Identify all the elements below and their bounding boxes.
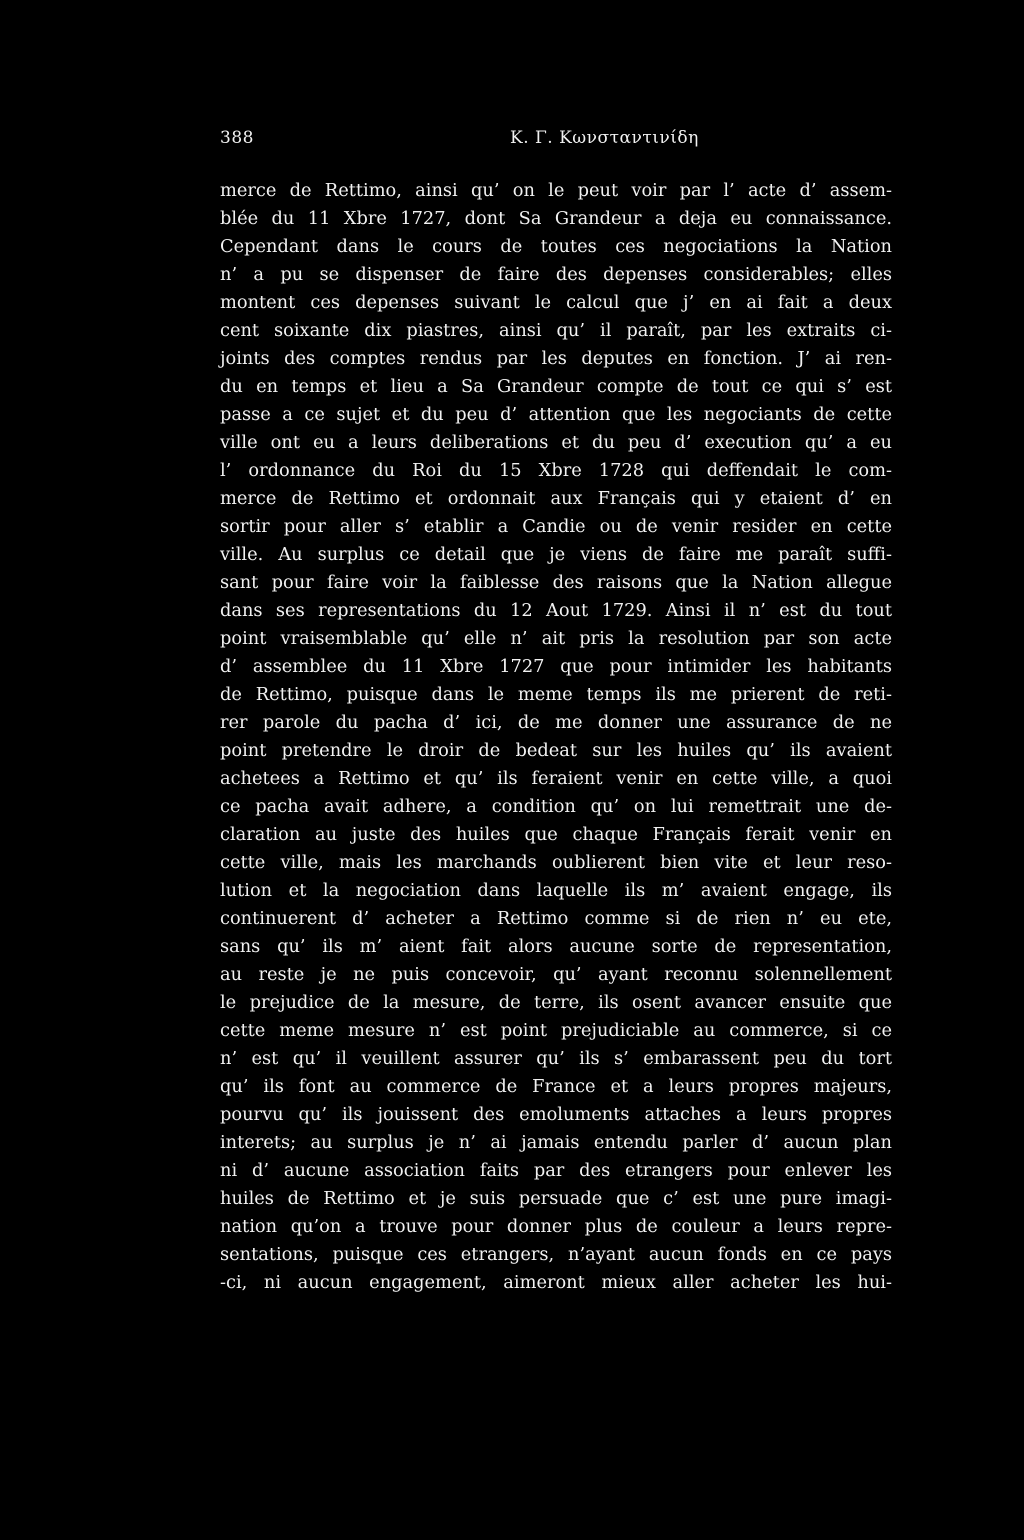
text-line: dans ses representations du 12 Aout 1729. Ainsi il n’ est du tout (220, 600, 892, 621)
text-line: cette ville, mais les marchands oublierent bien vite et leur reso- (220, 852, 892, 873)
text-line: sortir pour aller s’ etablir a Candie ou de venir resider en cette (220, 516, 892, 537)
text-line: le prejudice de la mesure, de terre, ils osent avancer ensuite que (220, 992, 892, 1013)
text-line: continuerent d’ acheter a Rettimo comme si de rien n’ eu ete, (220, 908, 892, 929)
text-line: pourvu qu’ ils jouissent des emoluments attaches a leurs propres (220, 1104, 892, 1125)
text-line: de Rettimo, puisque dans le meme temps ils me prierent de reti- (220, 684, 892, 705)
text-line: point vraisemblable qu’ elle n’ ait pris la resolution par son acte (220, 628, 892, 649)
text-line: au reste je ne puis concevoir, qu’ ayant reconnu solennellement (220, 964, 892, 985)
text-line: n’ a pu se dispenser de faire des depenses considerables; elles (220, 264, 892, 285)
text-line: point pretendre le droir de bedeat sur les huiles qu’ ils avaient (220, 740, 892, 761)
text-line: ville ont eu a leurs deliberations et du peu d’ execution qu’ a eu (220, 432, 892, 453)
text-line: joints des comptes rendus par les deputes en fonction. J’ ai ren- (220, 348, 892, 369)
text-line: du en temps et lieu a Sa Grandeur compte de tout ce qui s’ est (220, 376, 892, 397)
text-line: d’ assemblee du 11 Xbre 1727 que pour intimider les habitants (220, 656, 892, 677)
text-line: l’ ordonnance du Roi du 15 Xbre 1728 qui deffendait le com- (220, 460, 892, 481)
text-line: montent ces depenses suivant le calcul que j’ en ai fait a deux (220, 292, 892, 313)
text-line: cent soixante dix piastres, ainsi qu’ il paraît, par les extraits ci- (220, 320, 892, 341)
text-line: ce pacha avait adhere, a condition qu’ on lui remettrait une de- (220, 796, 892, 817)
text-line: ville. Au surplus ce detail que je viens de faire me paraît suffi- (220, 544, 892, 565)
text-line: huiles de Rettimo et je suis persuade que c’ est une pure imagi- (220, 1188, 892, 1209)
running-title: Κ. Γ. Κωνσταντινίδη (510, 128, 699, 148)
text-line: -ci, ni aucun engagement, aimeront mieux aller acheter les hui- (220, 1272, 892, 1293)
text-line: merce de Rettimo et ordonnait aux Français qui y etaient d’ en (220, 488, 892, 509)
text-line: blée du 11 Xbre 1727, dont Sa Grandeur a deja eu connaissance. (220, 208, 892, 229)
page-number: 388 (220, 128, 254, 148)
text-line: rer parole du pacha d’ ici, de me donner une assurance de ne (220, 712, 892, 733)
text-line: achetees a Rettimo et qu’ ils feraient venir en cette ville, a quoi (220, 768, 892, 789)
text-line: sant pour faire voir la faiblesse des raisons que la Nation allegue (220, 572, 892, 593)
text-line: n’ est qu’ il veuillent assurer qu’ ils s’ embarassent peu du tort (220, 1048, 892, 1069)
running-head (220, 128, 892, 158)
text-line: interets; au surplus je n’ ai jamais entendu parler d’ aucun plan (220, 1132, 892, 1153)
text-line: nation qu’on a trouve pour donner plus de couleur a leurs repre- (220, 1216, 892, 1237)
text-line: qu’ ils font au commerce de France et a leurs propres majeurs, (220, 1076, 892, 1097)
text-line: Cependant dans le cours de toutes ces negociations la Nation (220, 236, 892, 257)
text-line: cette meme mesure n’ est point prejudiciable au commerce, si ce (220, 1020, 892, 1041)
text-line: merce de Rettimo, ainsi qu’ on le peut voir par l’ acte d’ assem- (220, 180, 892, 201)
text-line: ni d’ aucune association faits par des etrangers pour enlever les (220, 1160, 892, 1181)
body-text (220, 177, 892, 1297)
text-line: sans qu’ ils m’ aient fait alors aucune sorte de representation, (220, 936, 892, 957)
text-line: passe a ce sujet et du peu d’ attention que les negociants de cette (220, 404, 892, 425)
text-line: lution et la negociation dans laquelle ils m’ avaient engage, ils (220, 880, 892, 901)
text-line: sentations, puisque ces etrangers, n’ayant aucun fonds en ce pays (220, 1244, 892, 1265)
text-line: claration au juste des huiles que chaque Français ferait venir en (220, 824, 892, 845)
